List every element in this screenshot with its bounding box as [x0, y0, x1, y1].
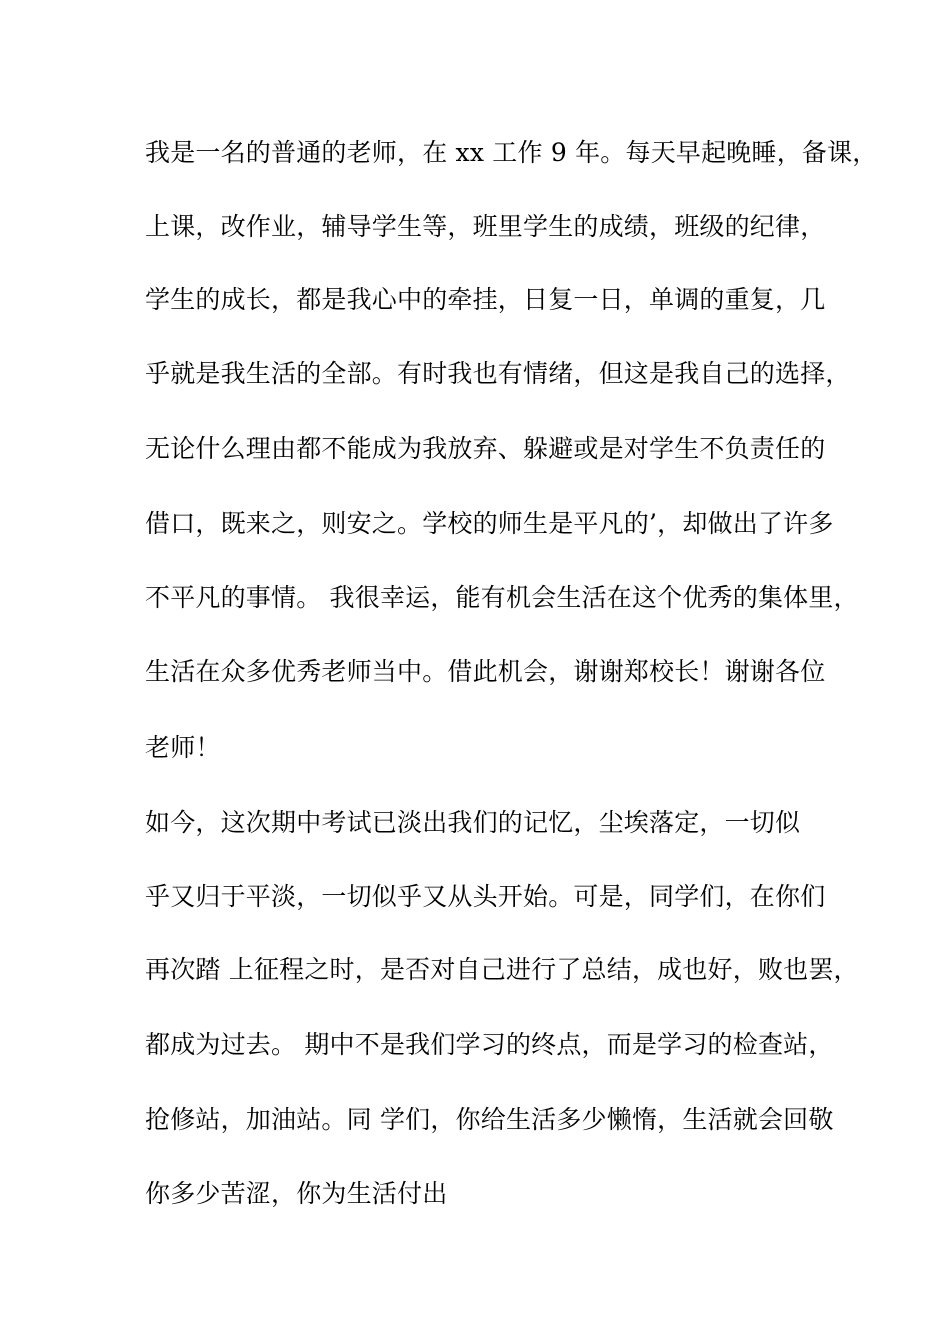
text-line-9: 老师！	[145, 733, 221, 762]
text-line-5: 无论什么理由都不能成为我放弃、躲避或是对学生不负责任的	[145, 434, 826, 463]
text-line-3: 学生的成长，都是我心中的牵挂，日复一日，单调的重复，几	[145, 285, 826, 314]
text-line-13: 都成为过去。 期中不是我们学习的终点，而是学习的检查站，	[145, 1030, 834, 1059]
text-line-14: 抢修站，加油站。同 学们，你给生活多少懒惰，生活就会回敬	[145, 1105, 834, 1134]
text-line-10: 如今，这次期中考试已淡出我们的记忆，尘埃落定，一切似	[145, 808, 801, 837]
text-line-2: 上课，改作业，辅导学生等，班里学生的成绩，班级的纪律，	[145, 212, 826, 241]
text-line-4: 乎就是我生活的全部。有时我也有情绪，但这是我自己的选择，	[145, 359, 851, 388]
text-line-7: 不平凡的事情。 我很幸运，能有机会生活在这个优秀的集体里，	[145, 583, 859, 612]
text-line-6: 借口，既来之，则安之。学校的师生是平凡的’，却做出了许多	[145, 509, 834, 538]
text-line-12: 再次踏 上征程之时，是否对自己进行了总结，成也好，败也罢，	[145, 955, 859, 984]
text-line-15: 你多少苦涩，你为生活付出	[145, 1179, 448, 1208]
text-line-11: 乎又归于平淡，一切似乎又从头开始。可是，同学们，在你们	[145, 882, 826, 911]
text-line-1: 我是一名的普通的老师，在 xx 工作 9 年。每天早起晚睡，备课，	[145, 138, 878, 167]
text-line-8: 生活在众多优秀老师当中。借此机会，谢谢郑校长！谢谢各位	[145, 657, 826, 686]
